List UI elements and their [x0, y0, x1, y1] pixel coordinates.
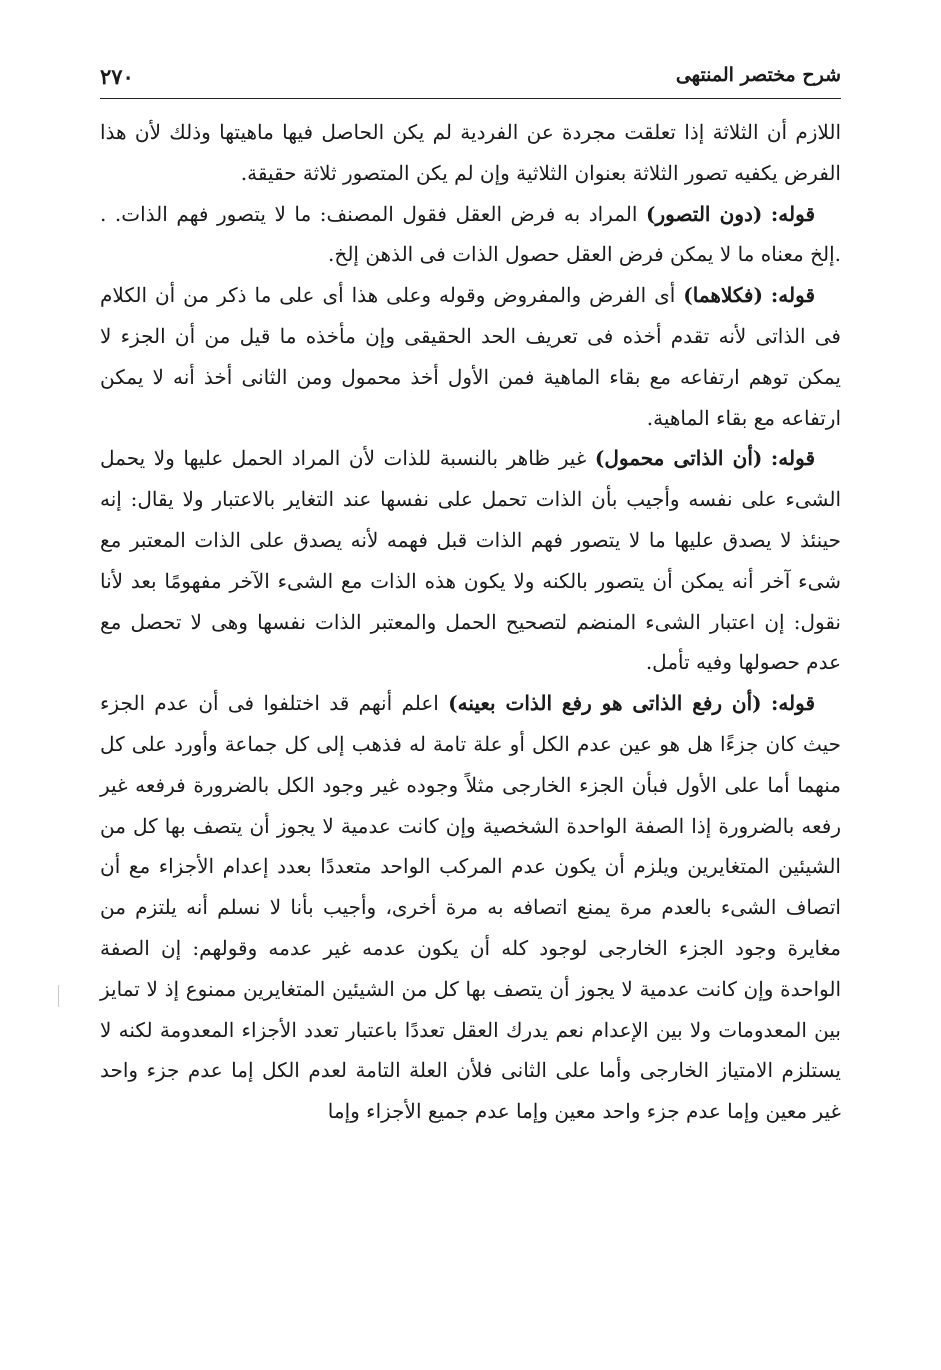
margin-mark	[58, 985, 59, 1007]
body-text	[100, 112, 841, 1132]
paragraph-commentary	[100, 194, 841, 276]
running-head	[100, 62, 841, 96]
paragraph-commentary	[100, 438, 841, 683]
commentary-lead: قوله:	[770, 446, 816, 471]
paragraph-text: اعلم أنهم قد اختلفوا فى أن عدم الجزء حيث كان جزءًا هل هو عين عدم الكل أو علة تامة له فذهب إلى كل جماعة وأورد على كل منهما أما على الأول فبأن الجزء الخارجى مثلاً وجوده غير وجود الكل بالضرورة فرفعه غير رفعه بالضرورة إذا الصفة الواحدة الشخصية وإن كانت عدمية لا يجوز أن يتصف بها كل من الشيئين المتغايرين ويلزم أن يكون عدم المركب الواحد متعددًا بعدد إعدام الأجزاء مع أن اتصاف الشىء بالعدم مرة يمنع اتصافه به مرة أخرى، وأجيب بأنا لا نسلم أنه يلتزم من مغايرة وجود الجزء الخارجى لوجود كله أن يكون عدمه غير عدمه وقولهم: إن الصفة الواحدة وإن كانت عدمية لا يجوز أن يتصف بها كل من الشيئين المتغايرين ممنوع إذ لا تمايز بين المعدومات ولا بين الإعدام نعم يدرك العقل تعددًا باعتبار تعدد الأجزاء المعدومة لكنه لا يستلزم الامتياز الخارجى وأما على الثانى فلأن العلة التامة لعدم الكل إما عدم جزء واحد غير معين وإما عدم جزء واحد معين وإما عدم جميع الأجزاء وإما	[100, 691, 842, 1124]
page-number: ٢٧٠	[100, 64, 134, 89]
paragraph-text: المراد به فرض العقل فقول المصنف: ما لا يتصور فهم الذات. . .إلخ معناه ما لا يمكن فرض العقل حصول الذات فى الذهن إلخ.	[100, 201, 841, 267]
header-rule	[100, 98, 841, 99]
paragraph-text: غير ظاهر بالنسبة للذات لأن المراد الحمل عليها ولا يحمل الشىء على نفسه وأجيب بأن الذات تحمل على نفسها عند التغاير بالاعتبار ولا يقال: إنه حينئذ لا يصدق عليها ما لا يتصور فهم الذات قبل فهمه لأنه يصدق على الذات المعتبر مع شىء آخر أنه يمكن أن يتصور بالكنه ولا يكون هذه الذات مع الشىء الآخر مفهومًا بعد لأنا نقول: إن اعتبار الشىء المنضم لتصحيح الحمل والمعتبر الذات نفسها وهى لا تحصل مع عدم حصولها وفيه تأمل.	[100, 446, 841, 675]
running-title: شرح مختصر المنتهى	[675, 64, 841, 86]
commentary-lead: قوله:	[770, 201, 816, 226]
paragraph-commentary	[100, 275, 841, 438]
quoted-lemma: (أن الذاتى محمول)	[594, 446, 763, 471]
paragraph-text: اللازم أن الثلاثة إذا تعلقت مجردة عن الفردية لم يكن الحاصل فيها ماهيتها وذلك لأن هذا الفرض يكفيه تصور الثلاثة بعنوان الثلاثية وإن لم يكن المتصور ثلاثة حقيقة.	[100, 120, 841, 185]
quoted-lemma: (دون التصور)	[646, 201, 763, 226]
paragraph-commentary	[100, 683, 841, 1132]
commentary-lead: قوله:	[770, 283, 816, 308]
paragraph-text: أى الفرض والمفروض وقوله وعلى هذا أى على ما ذكر من أن الكلام فى الذاتى لأنه تقدم أخذه فى تعريف الحد الحقيقى وإن مأخذه ما قيل من أن الجزء لا يمكن توهم ارتفاعه مع بقاء الماهية فمن الأول أخذ محمول ومن الثانى أخذ أنه لا يمكن ارتفاعه مع بقاء الماهية.	[100, 283, 841, 430]
paragraph-continuation	[100, 112, 841, 194]
quoted-lemma: (فكلاهما)	[683, 283, 763, 308]
quoted-lemma: (أن رفع الذاتى هو رفع الذات بعينه)	[448, 691, 762, 716]
commentary-lead: قوله:	[770, 691, 816, 716]
